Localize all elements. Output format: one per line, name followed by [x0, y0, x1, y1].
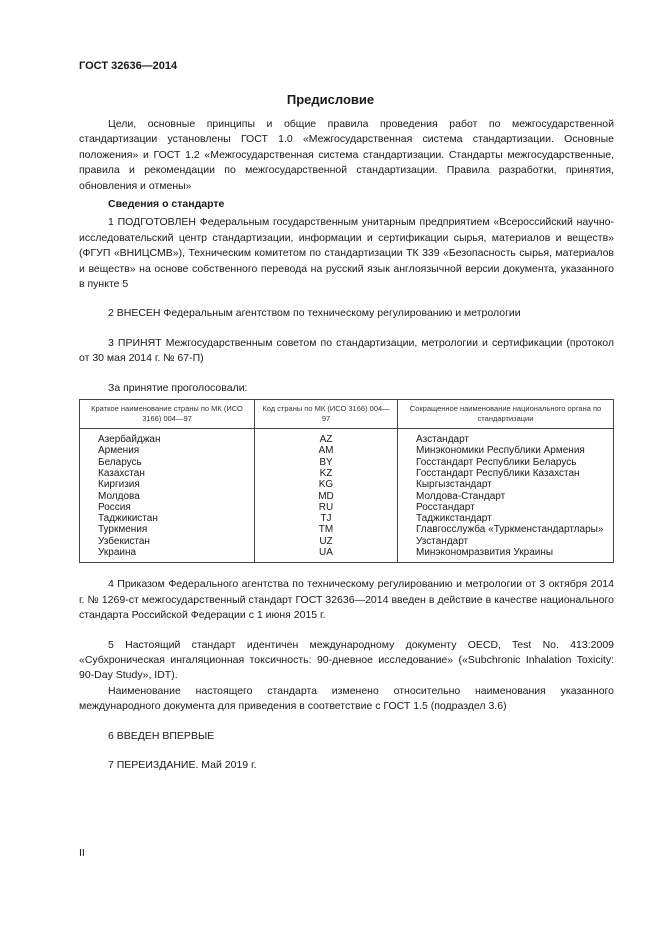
table-row — [80, 502, 614, 513]
item-3-paragraph: 3 ПРИНЯТ Межгосударственным советом по стандартизации, метрологии и сертификации (протокол от 30 мая 2014 г. № 67-П) — [79, 336, 614, 365]
item-5-paragraph: 5 Настоящий стандарт идентичен международному документу OECD, Test No. 413:2009 «Субхроническая ингаляционная токсичность: 90-дневное исследование» («Subchronic Inhalation Toxicity: 90-Day Study», IDT). — [79, 638, 614, 682]
organ-cell: Таджикстандарт — [398, 513, 614, 524]
country-cell: Азербайджан — [80, 429, 255, 446]
table-row — [80, 524, 614, 535]
table-row — [80, 479, 614, 490]
section-heading: Сведения о стандарте — [108, 198, 225, 211]
code-cell: TJ — [255, 513, 398, 524]
country-cell: Украина — [80, 547, 255, 563]
organ-cell: Минэкономразвития Украины — [398, 547, 614, 563]
table-row — [80, 491, 614, 502]
header-organ: Сокращенное наименование национального органа по стандартизации — [398, 400, 614, 429]
table-row — [80, 429, 614, 446]
table-row — [80, 547, 614, 563]
organ-cell: Азстандарт — [398, 429, 614, 446]
code-cell: BY — [255, 457, 398, 468]
organ-cell: Росстандарт — [398, 502, 614, 513]
code-cell: RU — [255, 502, 398, 513]
code-cell: AZ — [255, 429, 398, 446]
country-cell: Молдова — [80, 491, 255, 502]
code-cell: KG — [255, 479, 398, 490]
item-2-paragraph: 2 ВНЕСЕН Федеральным агентством по техническому регулированию и метрологии — [108, 307, 521, 320]
code-cell: TM — [255, 524, 398, 535]
item-4-paragraph: 4 Приказом Федерального агентства по техническому регулированию и метрологии от 3 октября 2014 г. № 1269-ст межгосударственный стандарт ГОСТ 32636—2014 введен в действие в качестве национального стандарта Российской Федерации с 1 июня 2015 г. — [79, 578, 614, 622]
item-7-paragraph: 7 ПЕРЕИЗДАНИЕ. Май 2019 г. — [108, 759, 257, 772]
header-country: Краткое наименование страны по МК (ИСО 3166) 004—97 — [80, 400, 255, 429]
table-row — [80, 457, 614, 468]
page-number: II — [79, 847, 85, 859]
organ-cell: Главгосслужба «Туркменстандартлары» — [398, 524, 614, 535]
table-row — [80, 536, 614, 547]
country-cell: Казахстан — [80, 468, 255, 479]
organ-cell: Кыргызстандарт — [398, 479, 614, 490]
country-cell: Таджикистан — [80, 513, 255, 524]
table-row — [80, 468, 614, 479]
organ-cell: Молдова-Стандарт — [398, 491, 614, 502]
code-cell: KZ — [255, 468, 398, 479]
voting-table — [79, 399, 614, 563]
organ-cell: Госстандарт Республики Казахстан — [398, 468, 614, 479]
table-header-row — [80, 400, 614, 429]
header-code: Код страны по МК (ИСО 3166) 004—97 — [255, 400, 398, 429]
code-cell: MD — [255, 491, 398, 502]
organ-cell: Госстандарт Республики Беларусь — [398, 457, 614, 468]
table-row — [80, 513, 614, 524]
organ-cell: Узстандарт — [398, 536, 614, 547]
vote-intro: За принятие проголосовали: — [108, 381, 248, 394]
code-cell: UA — [255, 547, 398, 563]
item-5-note: Наименование настоящего стандарта изменено относительно наименования указанного международного документа для приведения в соответствие с ГОСТ 1.5 (подраздел 3.6) — [79, 684, 614, 713]
country-cell: Узбекистан — [80, 536, 255, 547]
country-cell: Киргизия — [80, 479, 255, 490]
document-body — [79, 117, 614, 773]
document-code: ГОСТ 32636—2014 — [79, 60, 178, 72]
code-cell: UZ — [255, 536, 398, 547]
code-cell: AM — [255, 445, 398, 456]
item-6-paragraph: 6 ВВЕДЕН ВПЕРВЫЕ — [108, 729, 215, 742]
item-1-paragraph: 1 ПОДГОТОВЛЕН Федеральным государственным унитарным предприятием «Всероссийский научно-исследовательский центр стандартизации, информации и сертификации сырья, материалов и веществ» (ФГУП «ВНИЦСМВ»), Техническим комитетом по стандартизации ТК 339 «Безопасность сырья, материалов и веществ» на основе собственного перевода на русский язык англоязычной версии документа, указанного в пункте 5 — [79, 216, 614, 291]
organ-cell: Минэкономики Республики Армения — [398, 445, 614, 456]
page-title: Предисловие — [286, 92, 375, 107]
table-row — [80, 445, 614, 456]
intro-paragraph: Цели, основные принципы и общие правила проведения работ по межгосударственной стандартизации установлены ГОСТ 1.0 «Межгосударственная система стандартизации. Основные положения» и ГОСТ 1.2 «Межгосударственная система стандартизации. Стандарты межгосударственные, правила и рекомендации по межгосударственной стандартизации. Правила разработки, принятия, обновления и отмены» — [79, 118, 614, 192]
country-cell: Беларусь — [80, 457, 255, 468]
country-cell: Туркмения — [80, 524, 255, 535]
country-cell: Россия — [80, 502, 255, 513]
country-cell: Армения — [80, 445, 255, 456]
